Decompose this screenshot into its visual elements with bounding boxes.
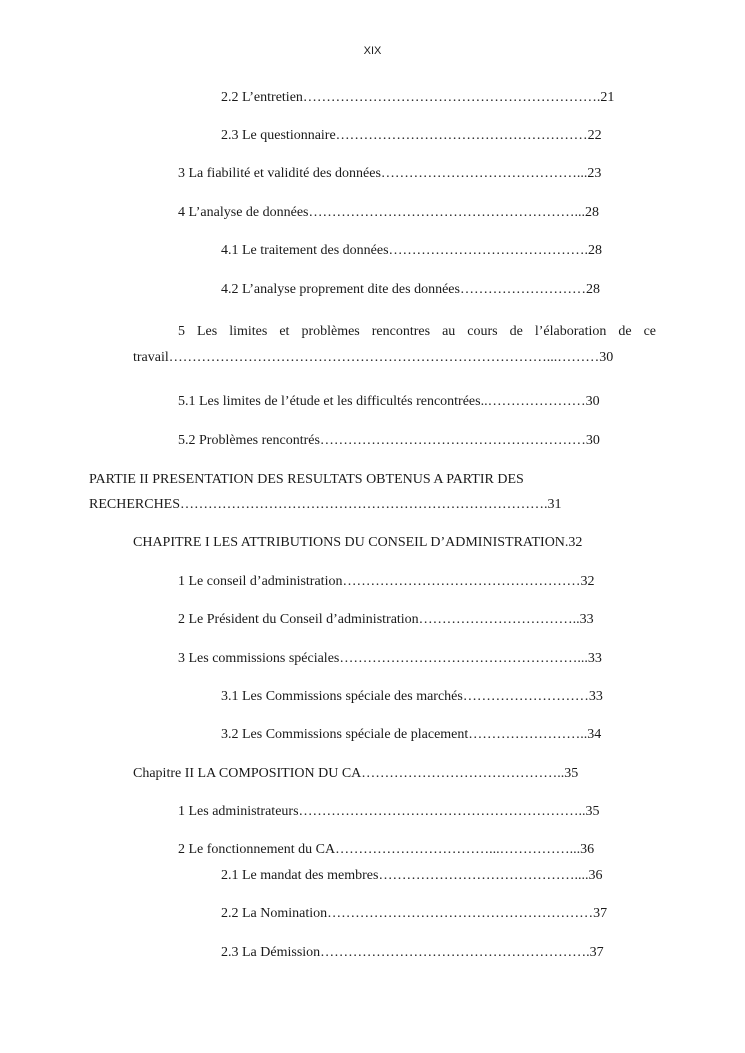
toc-entry: 2.1 Le mandat des membres……………………………………....36 xyxy=(221,868,603,883)
toc-entry-continuation: travail………………………………………………………………………...………30 xyxy=(133,350,614,365)
toc-chapter-heading: Chapitre II LA COMPOSITION DU CA……………………………………..35 xyxy=(133,766,579,781)
toc-entry: 4.2 L’analyse proprement dite des données………………………28 xyxy=(221,282,600,297)
toc-part-heading-continuation: RECHERCHES…………………………………………………………………….31 xyxy=(89,497,562,512)
toc-entry: 3 Les commissions spéciales……………………………………………...33 xyxy=(178,651,602,666)
toc-entry: 3 La fiabilité et validité des données……………………………………...23 xyxy=(178,166,602,181)
toc-entry: 4.1 Le traitement des données…………………………………….28 xyxy=(221,243,603,258)
toc-entry: 1 Les administrateurs……………………………………………………..35 xyxy=(178,804,600,819)
toc-entry: 2.3 La Démission………………………………………………….37 xyxy=(221,945,604,960)
toc-entry: 2 Le Président du Conseil d’administration……………………………..33 xyxy=(178,612,594,627)
toc-entry: 2.2 La Nomination…………………………………………………37 xyxy=(221,906,608,921)
toc-entry: 5.2 Problèmes rencontrés…………………………………………………30 xyxy=(178,433,600,448)
toc-entry: 4 L’analyse de données…………………………………………………...28 xyxy=(178,205,599,220)
toc-part-heading: PARTIE II PRESENTATION DES RESULTATS OBTENUS A PARTIR DES xyxy=(89,472,524,487)
toc-entry: 2 Le fonctionnement du CA……………………………...……………...36 xyxy=(178,842,595,857)
toc-chapter-heading: CHAPITRE I LES ATTRIBUTIONS DU CONSEIL D’ADMINISTRATION.32 xyxy=(133,535,583,550)
toc-entry: 5.1 Les limites de l’étude et les difficultés rencontrées..…………………30 xyxy=(178,394,600,409)
toc-entry: 3.2 Les Commissions spéciale de placement……………………..34 xyxy=(221,727,602,742)
page-number: XIX xyxy=(363,45,382,57)
toc-entry: 5 Les limites et problèmes rencontres au cours de l’élaboration de ce xyxy=(178,324,656,339)
toc-entry: 3.1 Les Commissions spéciale des marchés………………………33 xyxy=(221,689,603,704)
toc-entry: 1 Le conseil d’administration……………………………………………32 xyxy=(178,574,595,589)
toc-entry: 2.3 Le questionnaire………………………………………………22 xyxy=(221,128,602,143)
toc-entry: 2.2 L’entretien……………………………………………………….21 xyxy=(221,90,615,105)
